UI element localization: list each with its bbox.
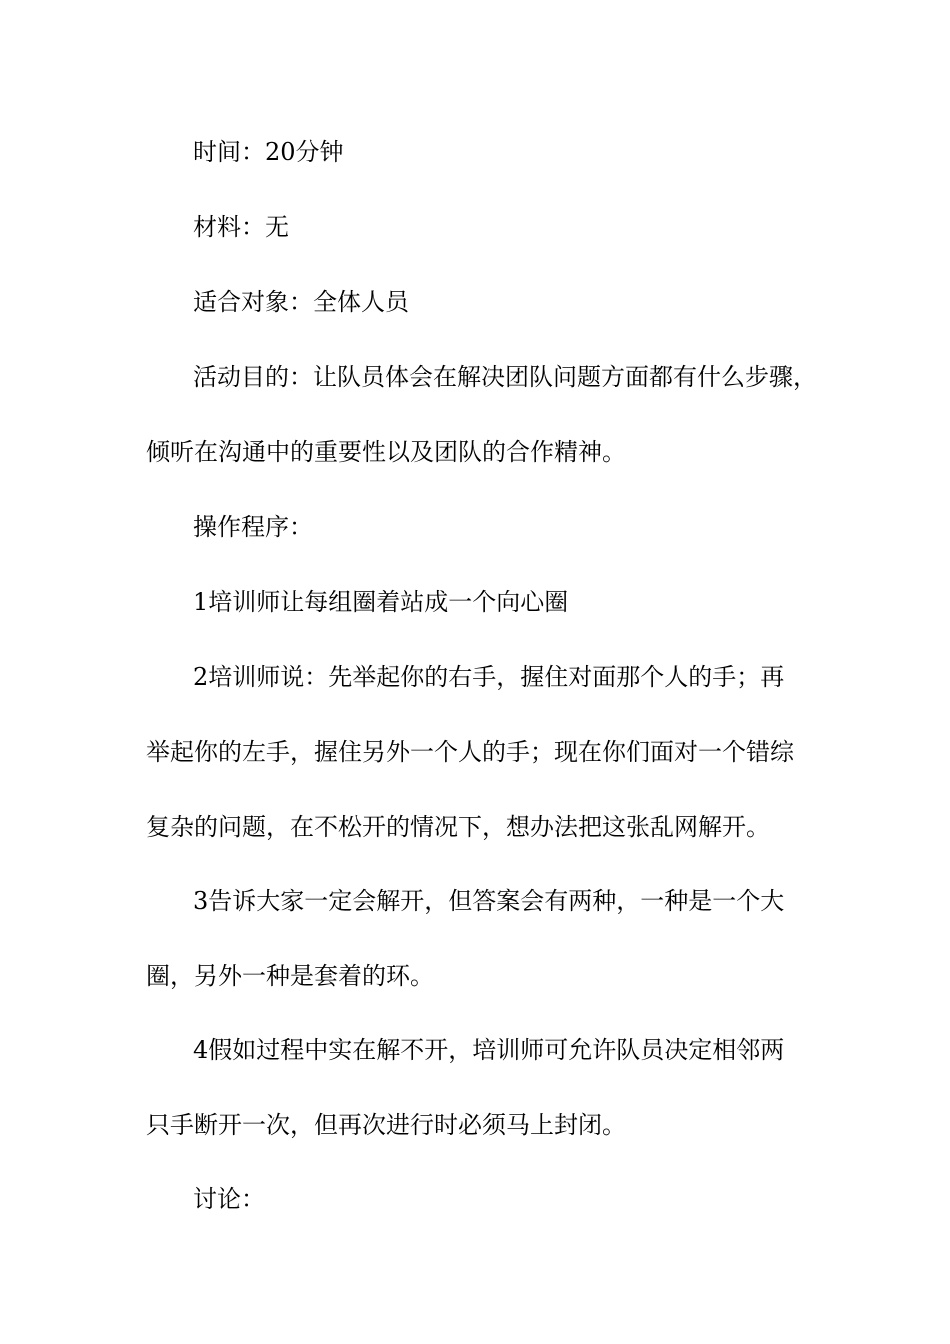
purpose-line-2: 倾听在沟通中的重要性以及团队的合作精神。: [146, 438, 626, 466]
step-3-line-1: 3告诉大家一定会解开，但答案会有两种，一种是一个大: [193, 887, 785, 915]
step-2-line-2: 举起你的左手，握住另外一个人的手；现在你们面对一个错综: [146, 738, 794, 766]
audience-line: 适合对象：全体人员: [193, 288, 409, 316]
step-2-line-1: 2培训师说：先举起你的右手，握住对面那个人的手；再: [193, 663, 785, 691]
procedure-heading: 操作程序：: [193, 513, 313, 541]
step-3-line-2: 圈，另外一种是套着的环。: [146, 962, 434, 990]
step-4-line-2: 只手断开一次，但再次进行时必须马上封闭。: [146, 1111, 626, 1139]
time-line: 时间：20分钟: [193, 138, 344, 166]
purpose-line-1: 活动目的：让队员体会在解决团队问题方面都有什么步骤，: [193, 363, 817, 391]
step-2-line-3: 复杂的问题，在不松开的情况下，想办法把这张乱网解开。: [146, 813, 770, 841]
step-1-line: 1培训师让每组圈着站成一个向心圈: [193, 588, 569, 616]
step-4-line-1: 4假如过程中实在解不开，培训师可允许队员决定相邻两: [193, 1036, 785, 1064]
materials-line: 材料：无: [193, 213, 289, 241]
discussion-heading: 讨论：: [193, 1185, 265, 1213]
